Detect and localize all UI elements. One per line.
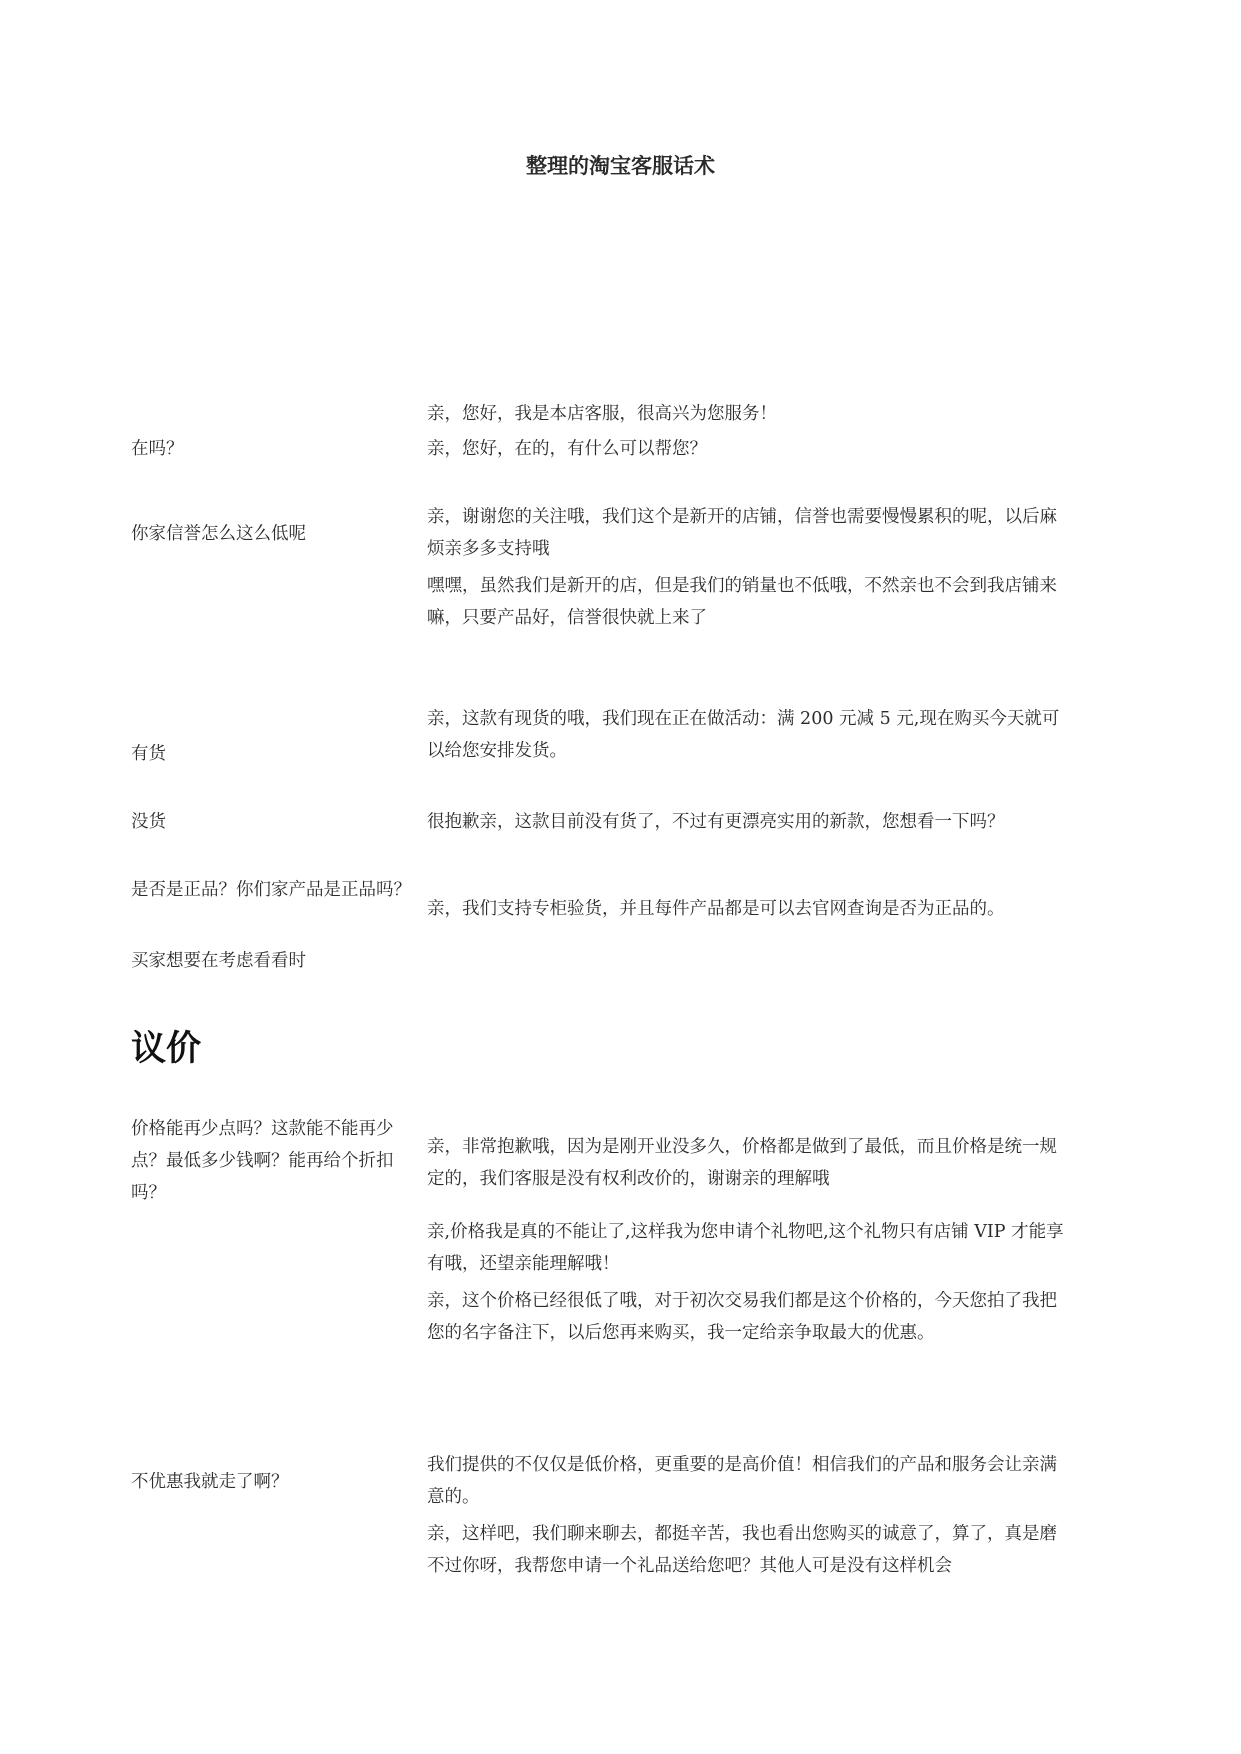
answer-greeting-welcome: 亲，您好，我是本店客服，很高兴为您服务！: [427, 404, 777, 424]
answer-out-of-stock: 很抱歉亲，这款目前没有货了，不过有更漂亮实用的新款，您想看一下吗？: [427, 812, 1005, 832]
answer-genuine: 亲，我们支持专柜验货，并且每件产品都是可以去官网查询是否为正品的。: [427, 899, 1005, 919]
answer-discount-1: 亲，非常抱歉哦，因为是刚开业没多久，价格都是做到了最低，而且价格是统一规定的，我们客服是没有权利改价的，谢谢亲的理解哦: [427, 1137, 1057, 1189]
question-in-stock: 有货: [131, 744, 166, 764]
question-genuine: 是否是正品？你们家产品是正品吗？: [131, 880, 411, 900]
question-discount: 价格能再少点吗？这款能不能再少点？最低多少钱啊？能再给个折扣吗？: [131, 1119, 394, 1203]
question-buyer-considering: 买家想要在考虑看看时: [131, 951, 306, 971]
answer-are-you-there: 亲，您好，在的，有什么可以帮您？: [427, 439, 707, 459]
section-heading-bargain: 议价: [131, 1029, 202, 1069]
answer-low-credit-2: 嘿嘿，虽然我们是新开的店，但是我们的销量也不低哦，不然亲也不会到我店铺来嘛，只要产品好，信誉很快就上来了: [427, 576, 1057, 628]
answer-leave-2: 亲，这样吧，我们聊来聊去，都挺辛苦，我也看出您购买的诚意了，算了，真是磨不过你呀，我帮您申请一个礼品送给您吧？其他人可是没有这样机会: [427, 1524, 1057, 1576]
answer-low-credit-1: 亲，谢谢您的关注哦，我们这个是新开的店铺，信誉也需要慢慢累积的呢，以后麻烦亲多多支持哦: [427, 507, 1057, 559]
question-leave-without-discount: 不优惠我就走了啊？: [131, 1472, 289, 1492]
document-title: 整理的淘宝客服话术: [526, 154, 715, 178]
question-are-you-there: 在吗？: [131, 439, 184, 459]
answer-in-stock: 亲，这款有现货的哦，我们现在正在做活动：满 200 元减 5 元,现在购买今天就可以给您安排发货。: [427, 709, 1060, 761]
question-low-credit: 你家信誉怎么这么低呢: [131, 524, 306, 544]
answer-leave-1: 我们提供的不仅仅是低价格，更重要的是高价值！相信我们的产品和服务会让亲满意的。: [427, 1455, 1057, 1507]
answer-discount-2: 亲,价格我是真的不能让了,这样我为您申请个礼物吧,这个礼物只有店铺 VIP 才能享有哦，还望亲能理解哦！: [427, 1222, 1064, 1274]
answer-discount-3: 亲，这个价格已经很低了哦，对于初次交易我们都是这个价格的，今天您拍了我把您的名字备注下，以后您再来购买，我一定给亲争取最大的优惠。: [427, 1291, 1057, 1343]
question-out-of-stock: 没货: [131, 812, 166, 832]
